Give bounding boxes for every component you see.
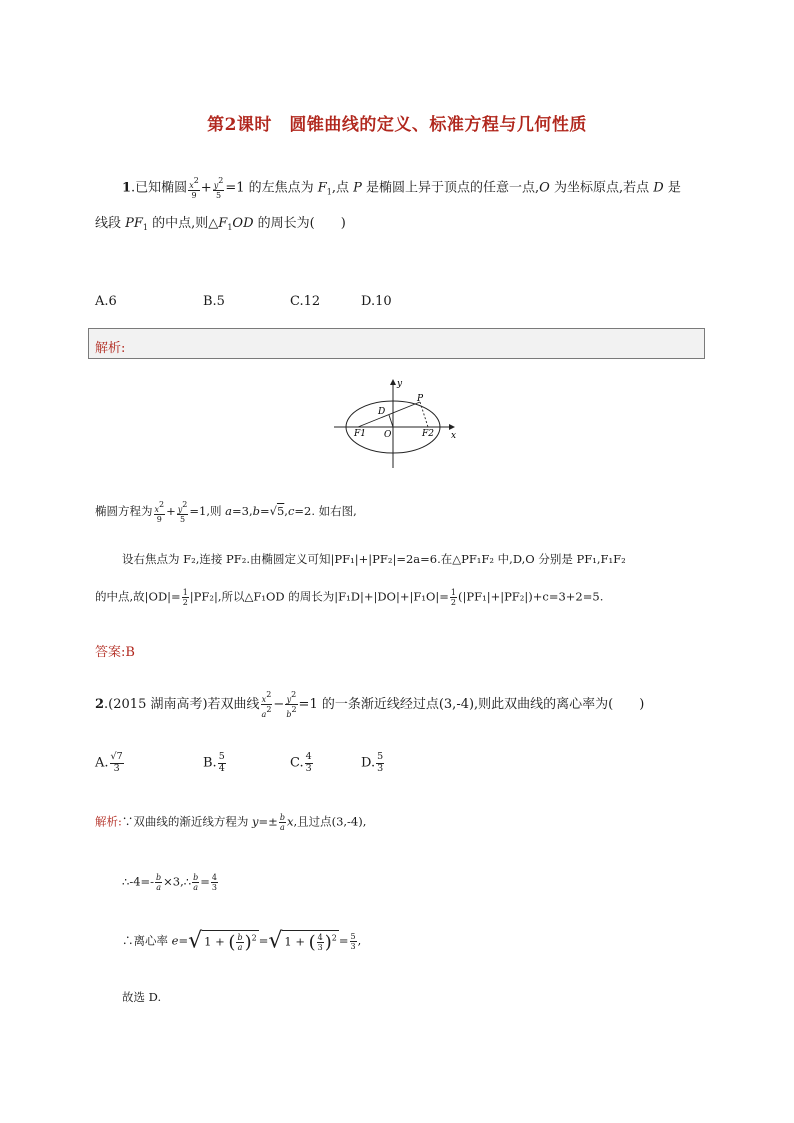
analysis-box <box>88 328 705 359</box>
option-a[interactable]: A.6 <box>95 294 117 309</box>
answer-1: 答案:B <box>95 645 135 660</box>
question-2-stem: 2.(2015 湖南高考)若双曲线 $\frac{x^2}{a^2}$ − $\frac{y^2}{b^2}$ =1 的一条渐近线经过点(3,-4),则此双曲线的离心率为( ) <box>95 690 645 719</box>
segment-d-o <box>389 415 393 427</box>
option-c-2[interactable]: C. $\frac{4}{3}$ <box>290 751 312 774</box>
option-b-2[interactable]: B. $\frac{5}{4}$ <box>203 751 225 774</box>
solution-2-line-4: 故选 D. <box>122 990 162 1004</box>
solution-1-line-1: 椭圆方程为 $\frac{x^2}{9}$ + $\frac{y^2}{5}$ =1,则 a=3,b=√5,c=2. 如右图, <box>95 500 357 524</box>
solution-2-line-3: ∴离心率 e=√ 1 + ( $\frac{b}{a}$ )$^2$ =√ 1 + ( $\frac{4}{3}$ )$^2$ = $\frac{5}{3}$ , <box>122 928 362 954</box>
label-o: O <box>384 430 392 440</box>
question-number: 1 <box>122 180 132 196</box>
label-f2: F2 <box>422 429 434 439</box>
question-1-line-2: 线段 $PF_1$ 的中点,则$\triangle F_1OD$ 的周长为( ) <box>95 216 346 232</box>
label-y: y <box>397 379 403 389</box>
solution-1-line-3: 的中点,故|OD|= $\frac{1}{2}$ |PF₂|,所以△F₁OD 的周长为|F₁D|+|DO|+|F₁O|= $\frac{1}{2}$ (|PF₁|+|PF₂|)+c=3+2=5. <box>95 588 604 607</box>
option-a-2[interactable]: A. $\frac{√7}{3}$ <box>95 751 123 774</box>
analysis-label-2: 解析: <box>95 814 122 829</box>
option-b[interactable]: B.5 <box>203 294 225 309</box>
solution-2-line-1: 解析:∵双曲线的渐近线方程为 y=± $\frac{b}{a}$ x,且过点(3,-4), <box>95 813 367 832</box>
question-1-line-1: 1.已知椭圆 $\frac{x^2}{9}$ + $\frac{y^2}{5}$ =1 的左焦点为 $F_1$,点 P 是椭圆上异于顶点的任意一点,O 为坐标原点,若点 D 是 <box>122 176 681 200</box>
option-c[interactable]: C.12 <box>290 294 321 309</box>
label-f1: F1 <box>354 429 366 439</box>
label-x: x <box>451 431 457 441</box>
label-p: P <box>417 394 424 404</box>
solution-2-line-2: ∴-4=- $\frac{b}{a}$ ×3,∴ $\frac{b}{a}$ = $\frac{4}{3}$ <box>122 873 217 892</box>
solution-1-line-2: 设右焦点为 F₂,连接 PF₂.由椭圆定义可知|PF₁|+|PF₂|=2a=6.在△PF₁F₂ 中,D,O 分别是 PF₁,F₁F₂ <box>122 552 626 566</box>
analysis-label: 解析: <box>95 341 126 356</box>
ellipse-figure <box>330 372 470 470</box>
option-d-2[interactable]: D. $\frac{5}{3}$ <box>361 751 384 774</box>
option-d[interactable]: D.10 <box>361 294 392 309</box>
page-title: 第2课时 圆锥曲线的定义、标准方程与几何性质 <box>207 115 587 135</box>
label-d: D <box>378 407 386 417</box>
segment-f1-p <box>358 402 420 427</box>
